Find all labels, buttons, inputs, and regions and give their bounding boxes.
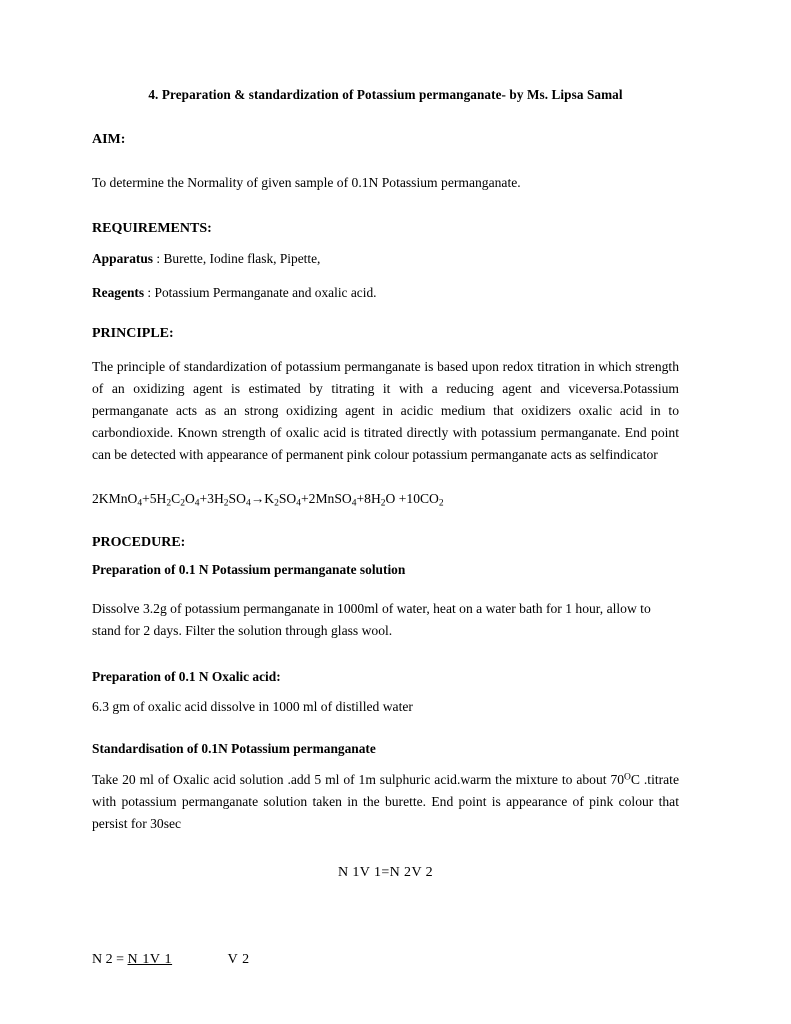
apparatus-label: Apparatus — [92, 250, 154, 266]
aim-heading: AIM: — [92, 132, 126, 148]
standardisation-body-part2: .titrate with potassium permanganate solution taken in the burette. End point is appearance of pink colour that persist for 30sec — [92, 772, 679, 832]
eq-sub: 4 — [194, 498, 200, 509]
eq-part: +5H — [142, 491, 167, 507]
eq-sub: 2 — [380, 498, 386, 509]
eq-part: O — [184, 491, 195, 507]
eq-sub: 2 — [223, 498, 229, 509]
eq-part: K — [264, 491, 275, 507]
eq-sub: 4 — [137, 498, 143, 509]
result-denominator: V 2 — [227, 952, 250, 968]
apparatus-line — [92, 249, 679, 269]
eq-sub: 2 — [438, 498, 444, 509]
prep-oxalic-heading: Preparation of 0.1 N Oxalic acid: — [92, 668, 281, 684]
prep-kmno4-body: Dissolve 3.2g of potassium permanganate in 1000ml of water, heat on a water bath for 1 hour, allow to stand for 2 days. Filter the solution through glass wool. — [92, 600, 651, 638]
eq-part: +8H — [356, 491, 381, 507]
aim-body: To determine the Normality of given sample of 0.1N Potassium permanganate. — [92, 175, 521, 191]
eq-sub: 4 — [351, 498, 357, 509]
eq-sub: 2 — [274, 498, 279, 509]
eq-part: O +10CO — [385, 491, 439, 507]
normality-result — [92, 947, 679, 974]
procedure-heading: PROCEDURE: — [92, 534, 186, 550]
eq-arrow: → — [250, 491, 265, 507]
eq-sub: 4 — [245, 498, 251, 509]
apparatus-value: : Burette, Iodine flask, Pipette, — [153, 250, 321, 266]
eq-part: SO — [278, 491, 297, 507]
page-title: 4. Preparation & standardization of Potassium permanganate- by Ms. Lipsa Samal — [148, 87, 623, 102]
reagents-line — [92, 283, 679, 303]
principle-body: The principle of standardization of potassium permanganate is based upon redox titration in which strength of an oxidizing agent is estimated by titrating it with a reducing agent and viceversa.Potassium permanganate acts as an strong oxidizing agent in acidic medium that oxidizers oxalic acid in to carbondioxide. Known strength of oxalic acid is titrated directly with potassium permanganate. End point can be detected with appearance of permanent pink colour potassium permanganate acts as selfindicator — [92, 359, 679, 463]
eq-part: +2MnSO — [301, 491, 352, 507]
degree-symbol: O — [624, 772, 631, 783]
reagents-value: : Potassium Permanganate and oxalic acid. — [144, 285, 377, 301]
requirements-heading: REQUIREMENTS: — [92, 221, 212, 237]
prep-kmno4-heading: Preparation of 0.1 N Potassium permanganate solution — [92, 561, 406, 577]
eq-sub: 2 — [166, 498, 172, 509]
result-lead: N 2 = — [92, 952, 128, 968]
standardisation-heading: Standardisation of 0.1N Potassium permanganate — [92, 741, 376, 757]
principle-heading: PRINCIPLE: — [92, 326, 174, 342]
normality-formula: N 1V 1=N 2V 2 — [337, 865, 434, 881]
temperature-value: 70 — [610, 772, 625, 788]
standardisation-body — [92, 769, 679, 835]
temperature-unit: C — [630, 772, 640, 788]
principle-equation — [92, 488, 679, 512]
eq-part: SO — [228, 491, 246, 507]
eq-part: 2KMnO — [92, 491, 138, 507]
prep-oxalic-body: 6.3 gm of oxalic acid dissolve in 1000 ml of distilled water — [92, 699, 413, 715]
result-numerator: N 1V 1 — [127, 952, 173, 968]
eq-part: C — [171, 491, 181, 507]
reagents-label: Reagents — [92, 285, 145, 301]
eq-sub: 2 — [180, 498, 185, 509]
eq-sub: 4 — [296, 498, 301, 509]
standardisation-body-part1: Take 20 ml of Oxalic acid solution .add 5 ml of 1m sulphuric acid.warm the mixture to about — [92, 772, 607, 788]
eq-part: +3H — [199, 491, 224, 507]
